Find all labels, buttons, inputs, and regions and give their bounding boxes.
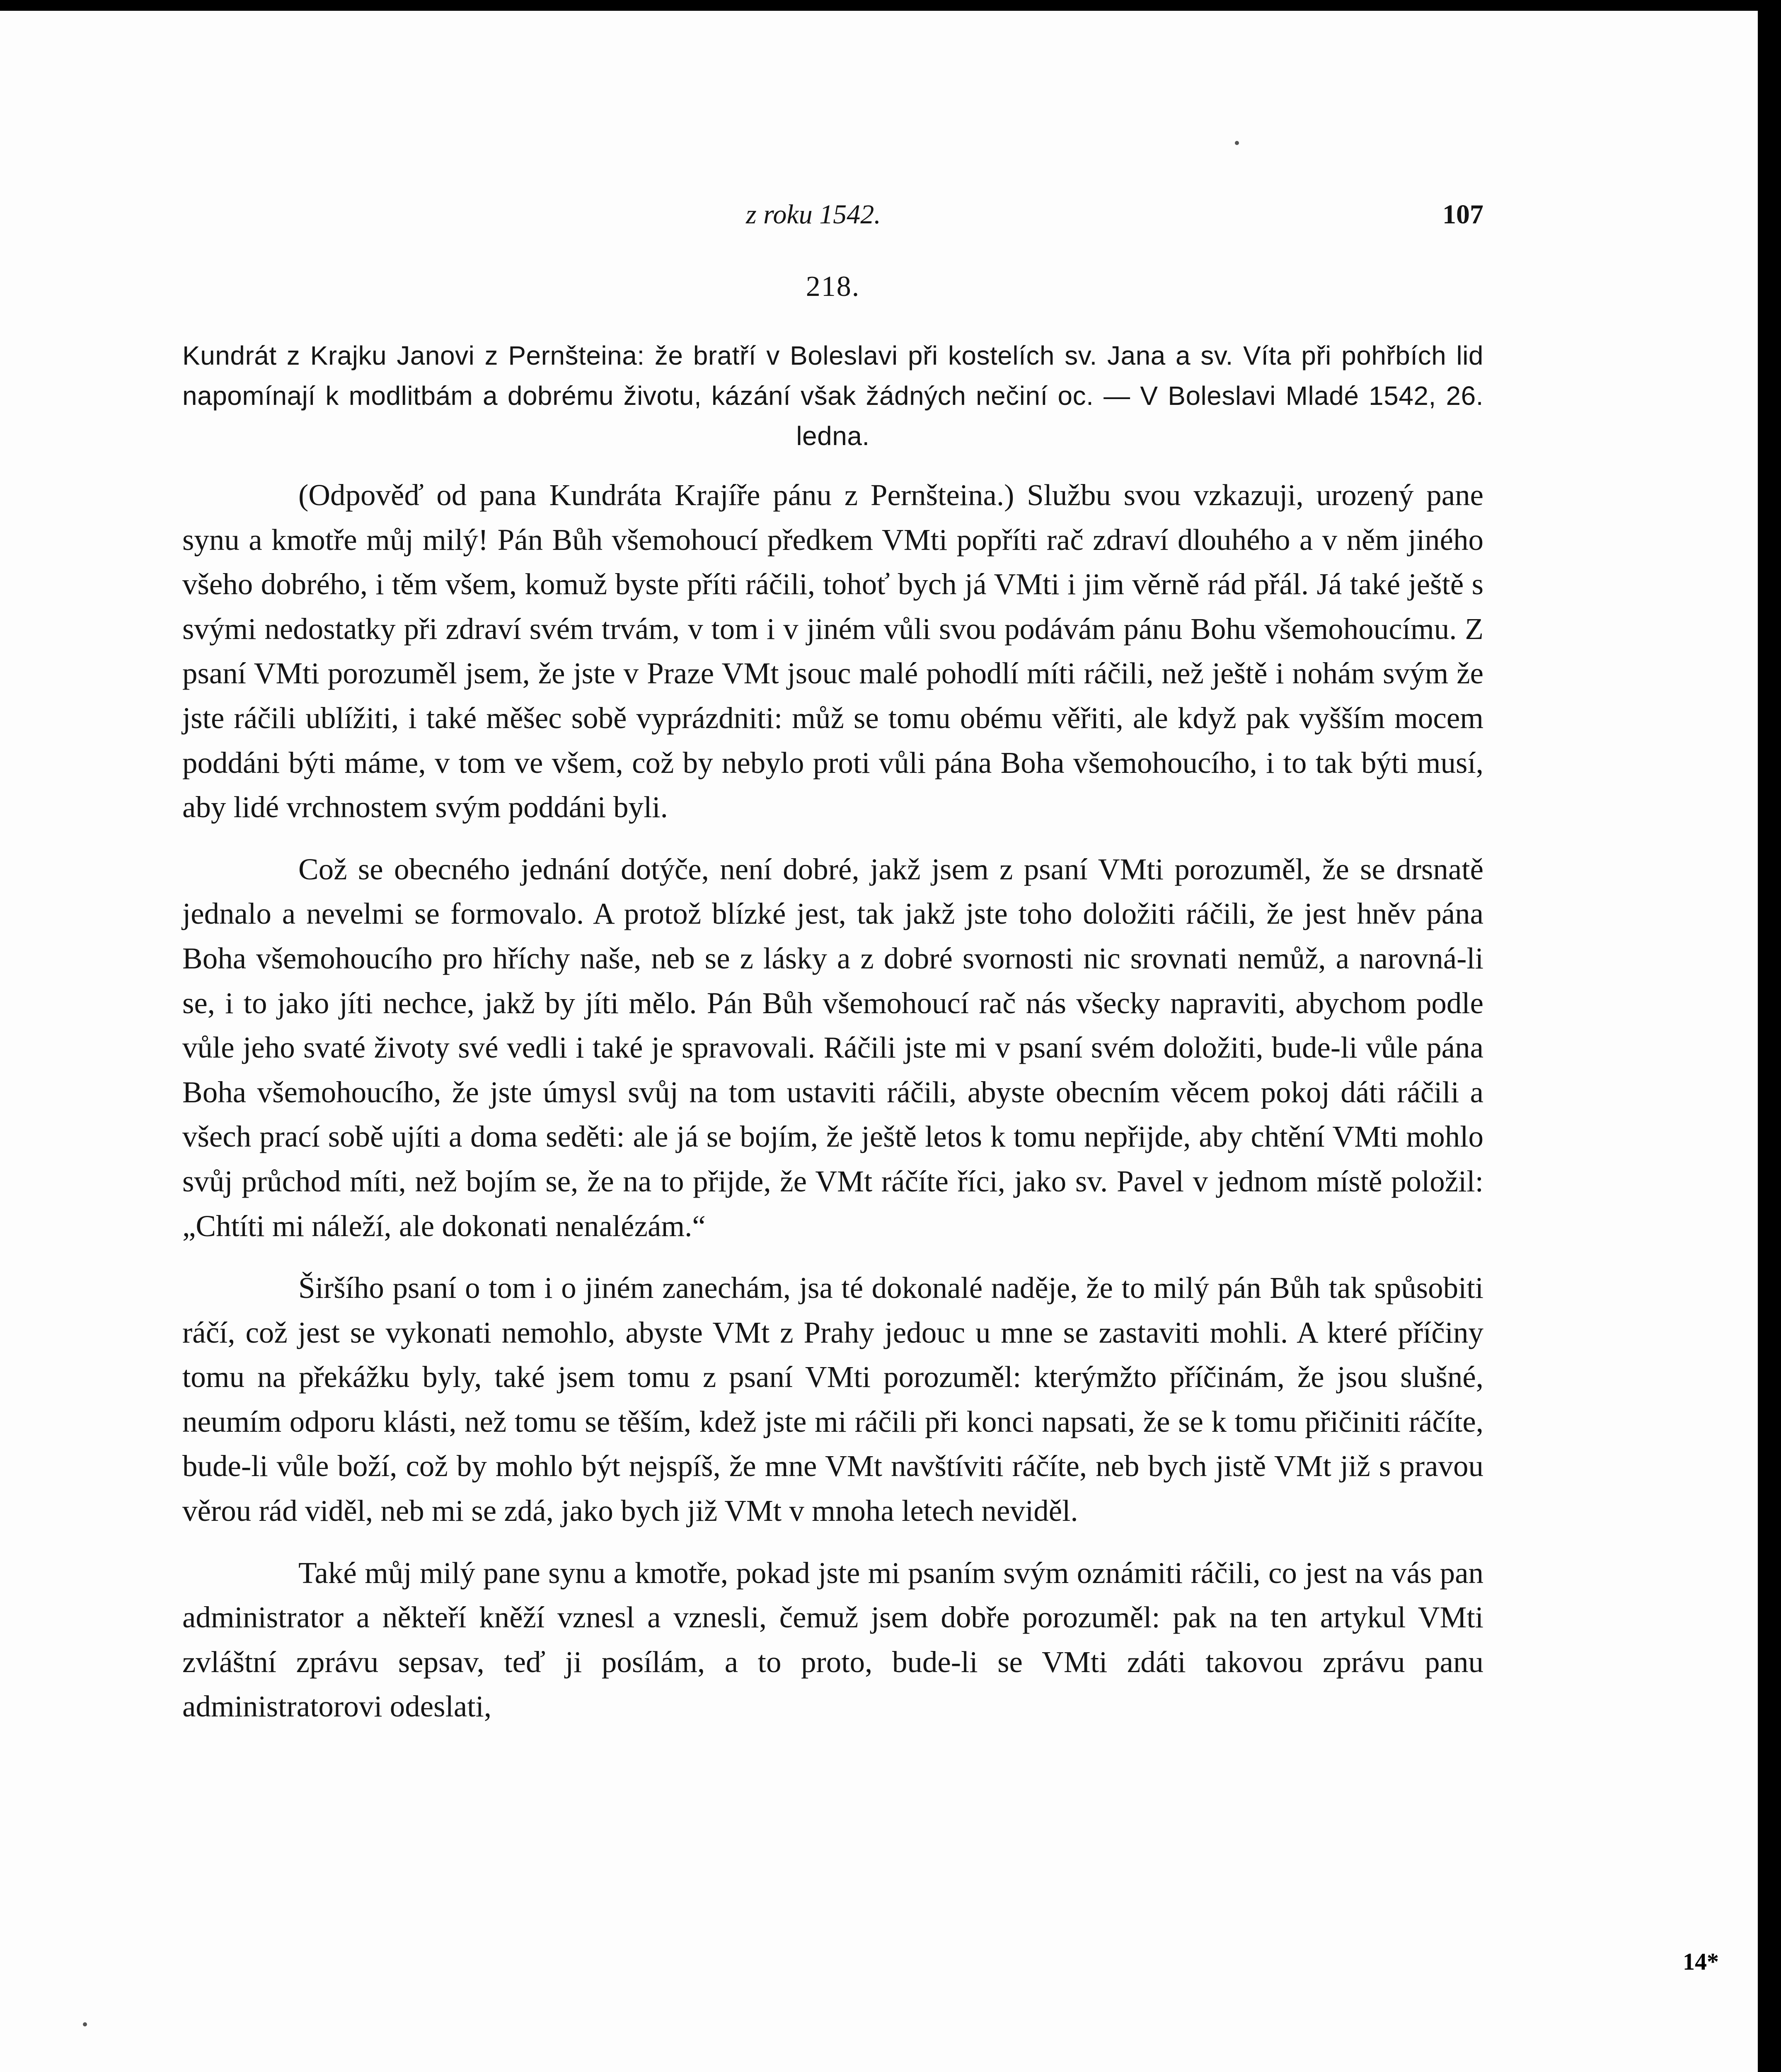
running-title: z roku 1542. xyxy=(746,199,881,230)
scan-border-top xyxy=(0,0,1781,11)
paragraph: (Odpověď od pana Kundráta Krajíře pánu z Pernšteina.) Službu svou vzkazuji, urozený pane synu a kmotře můj milý! Pán Bůh všemohoucí předkem VMti popříti rač zdraví dlouhého a v něm jiného všeho dobrého, i těm všem, komuž byste příti ráčili, tohoť bych já VMti i jim věrně rád přál. Já také ještě s svými nedostatky při zdraví svém trvám, v tom i v jiném vůli svou podávám pánu Bohu všemohoucímu. Z psaní VMti porozuměl jsem, že jste v Praze VMt jsouc malé pohodlí míti ráčili, než ještě i nohám svým že jste ráčili ublížiti, i také měšec sobě vyprázdniti: můž se tomu obému věřiti, ale když pak vyšším mocem poddáni býti máme, v tom ve všem, což by nebylo proti vůli pána Boha všemohoucího, i to tak býti musí, aby lidé vrchnostem svým poddáni byli. xyxy=(182,478,1483,824)
scan-border-right xyxy=(1758,0,1781,2072)
paragraph: Také můj milý pane synu a kmotře, pokad jste mi psaním svým oznámiti ráčili, co jest na vás pan administrator a někteří kněží vznesl a vznesli, čemuž jsem dobře porozuměl: pak na ten artykul VMti zvláštní zprávu sepsav, teď ji posílám, a to proto, bude-li se VMti zdáti takovou zprávu panu administratorovi odeslati, xyxy=(182,1556,1483,1723)
scan-speck xyxy=(83,2022,87,2026)
scan-speck xyxy=(1235,141,1239,145)
paragraph: Což se obecného jednání dotýče, není dobré, jakž jsem z psaní VMti porozuměl, že se drsnatě jednalo a nevelmi se formovalo. A protož blízké jest, tak jakž jste toho doložiti ráčili, že jest hněv pána Boha všemohoucího pro hříchy naše, neb se z lásky a z dobré svornosti nic srovnati nemůž, a narovná-li se, i to jako jíti nechce, jakž by jíti mělo. Pán Bůh všemohoucí rač nás všecky napraviti, abychom podle vůle jeho svaté životy své vedli i také je spravovali. Ráčili jste mi v psaní svém doložiti, bude-li vůle pána Boha všemohoucího, že jste úmysl svůj na tom ustaviti ráčili, abyste obecním věcem pokoj dáti ráčili a všech prací sobě ujíti a doma seděti: ale já se bojím, že ještě letos k tomu nepřijde, aby chtění VMti mohlo svůj průchod míti, než bojím se, že na to přijde, že VMt ráčíte říci, jako sv. Pavel v jednom místě položil: „Chtíti mi náleží, ale dokonati nenalézám.“ xyxy=(182,852,1483,1243)
letter-body xyxy=(182,473,1483,1729)
sheet-signature-mark: 14* xyxy=(1683,1948,1719,1975)
document-number: 218. xyxy=(806,271,860,303)
paragraph: Širšího psaní o tom i o jiném zanechám, jsa té dokonalé naděje, že to milý pán Bůh tak spůsobiti ráčí, což jest se vykonati nemohlo, abyste VMt z Prahy jedouc u mne se zastaviti mohli. A které příčiny tomu na překážku byly, také jsem tomu z psaní VMti porozuměl: kterýmžto příčinám, že jsou slušné, neumím odporu klásti, než tomu se těším, kdež jste mi ráčili při konci napsati, že se k tomu přičiniti ráčíte, bude-li vůle boží, což by mohlo být nejspíš, že mne VMt navštíviti ráčíte, neb bych jistě VMt již s pravou věrou rád viděl, neb mi se zdá, jako bych již VMt v mnoha letech neviděl. xyxy=(182,1271,1483,1528)
page-number: 107 xyxy=(1442,199,1483,230)
running-head xyxy=(182,199,1483,232)
page-content xyxy=(182,199,1483,1729)
document-regest: Kundrát z Krajku Janovi z Pernšteina: že bratří v Boleslavi při kostelích sv. Jana a sv. Víta při pohřbích lid napomínají k modlitbám a dobrému životu, kázání však žádných nečiní oc. — V Boleslavi Mladé 1542, 26. ledna. xyxy=(182,341,1483,451)
